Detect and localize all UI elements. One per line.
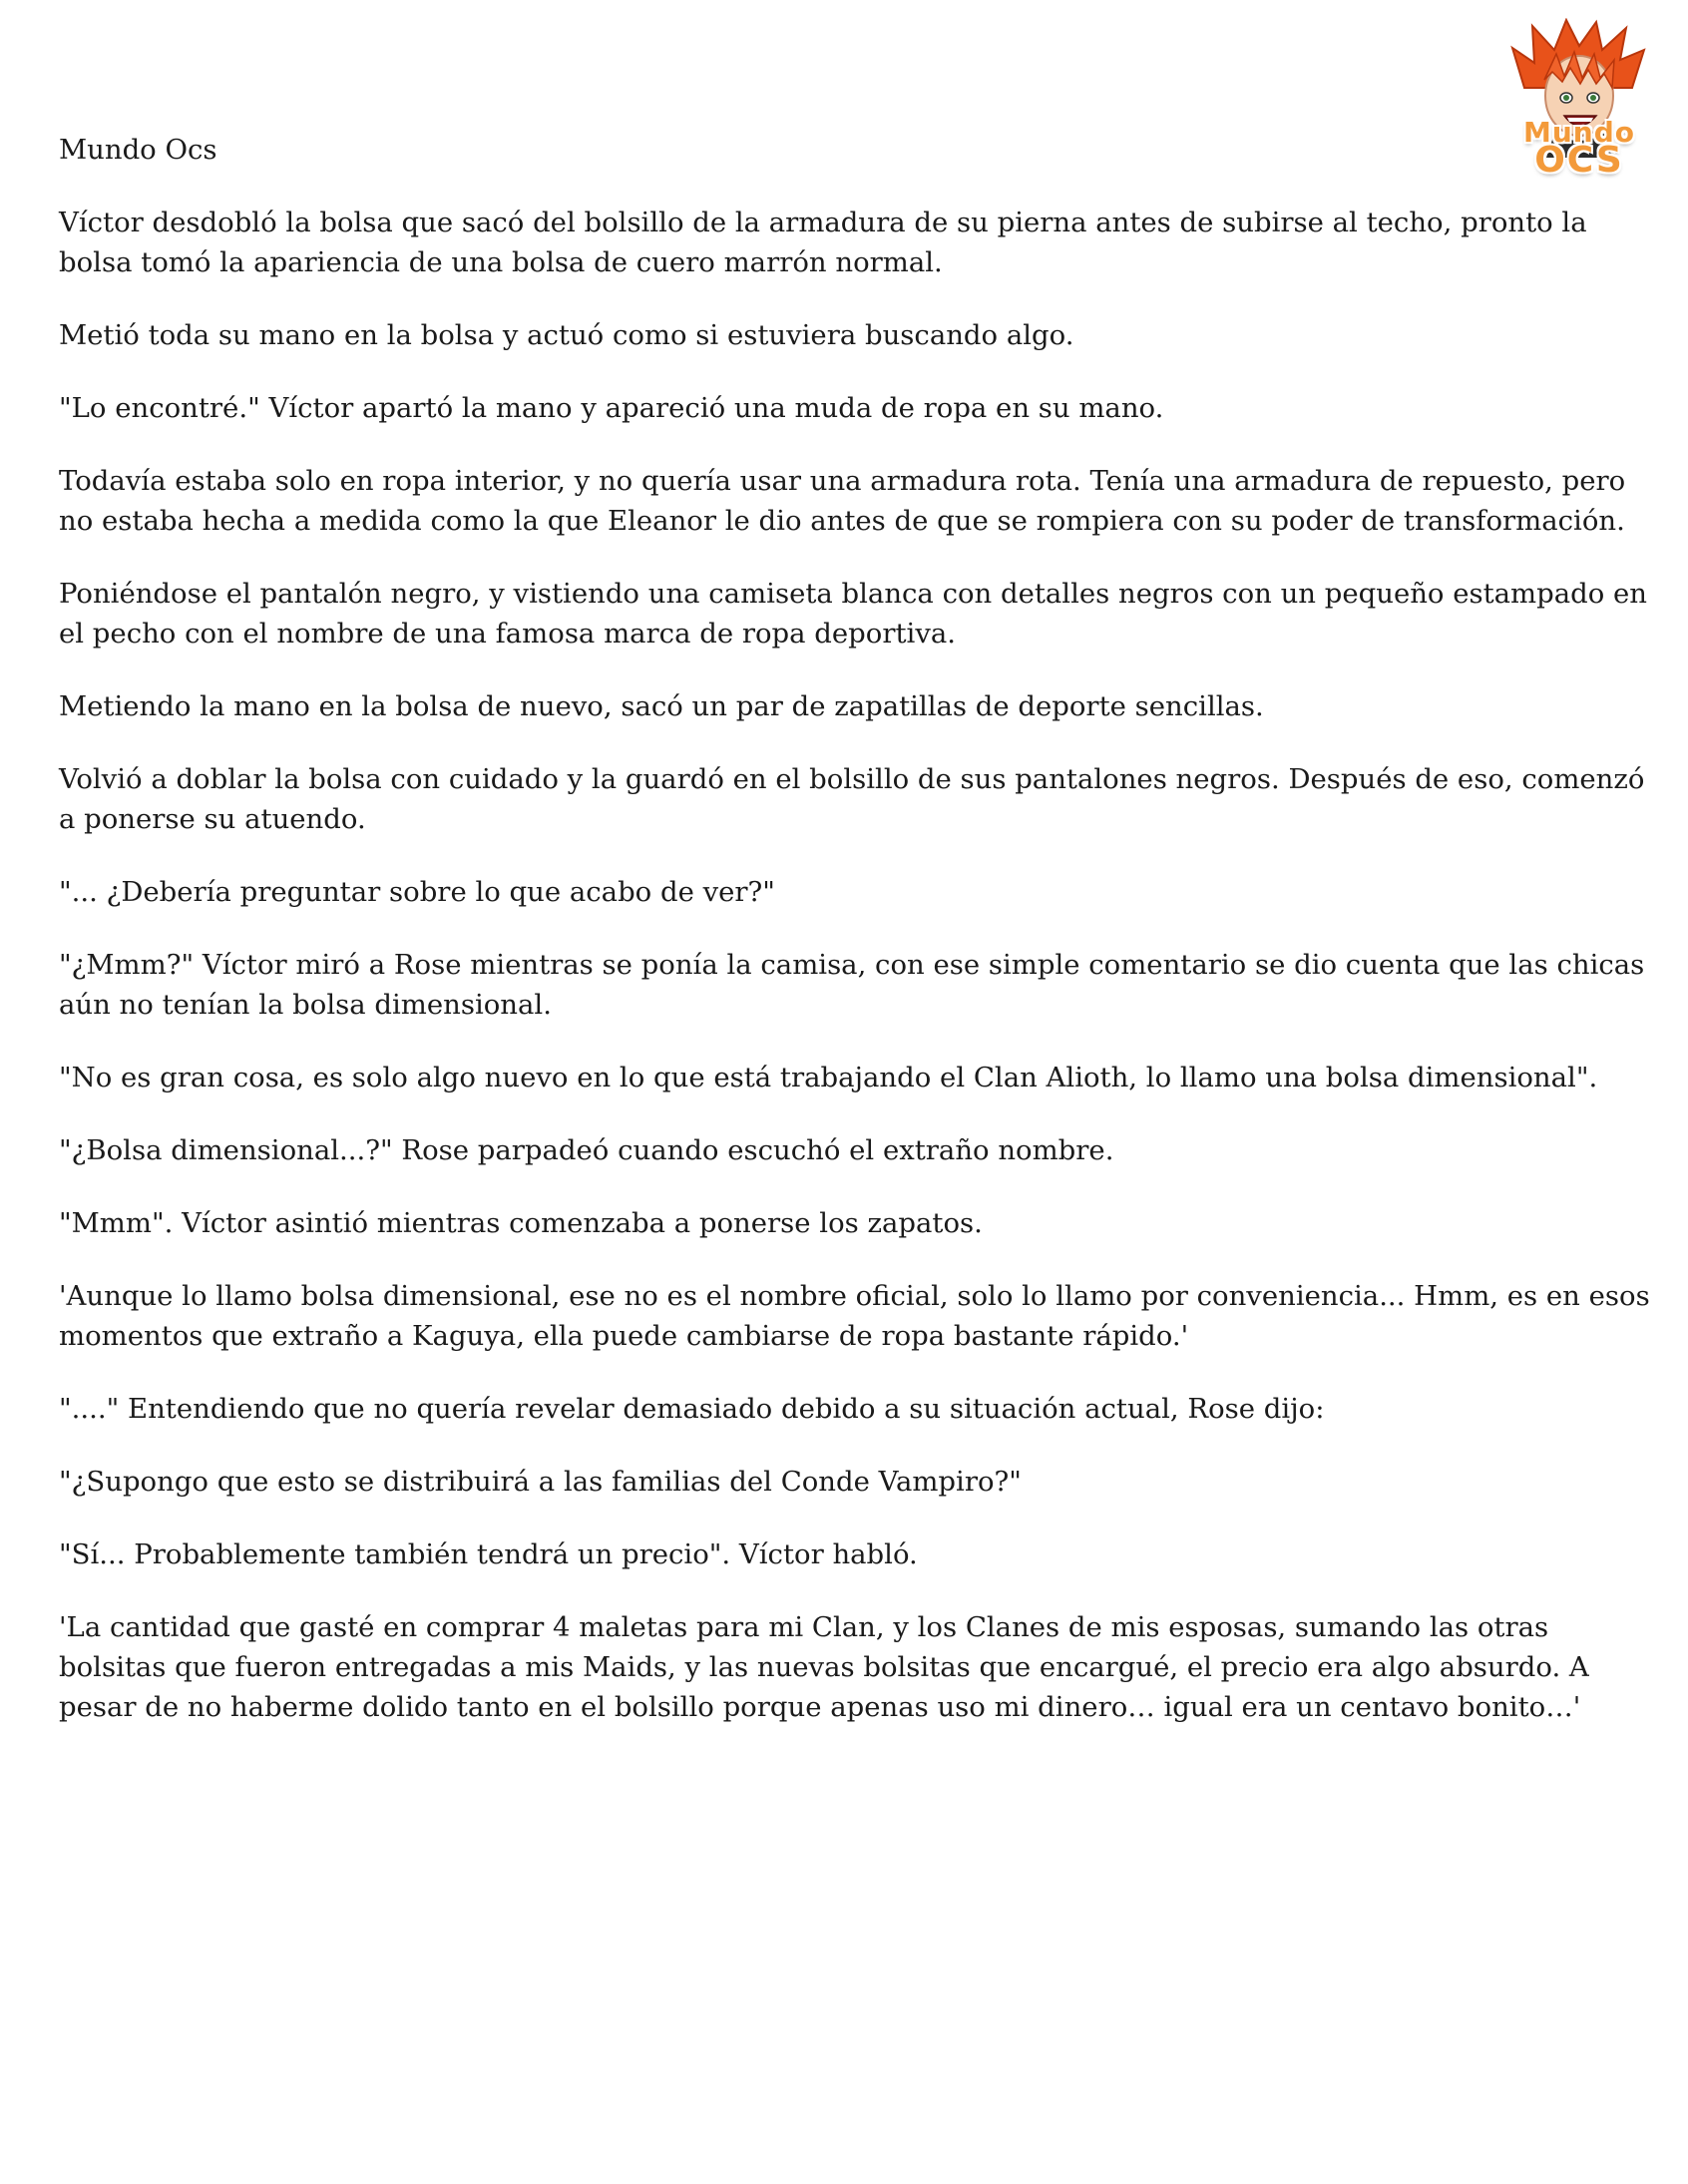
paragraph: Poniéndose el pantalón negro, y vistiendo una camiseta blanca con detalles negros con un pequeño estampado en el pecho con el nombre de una famosa marca de ropa deportiva. (59, 578, 1648, 650)
paragraph: "Lo encontré." Víctor apartó la mano y apareció una muda de ropa en su mano. (59, 392, 1164, 424)
source-label: Mundo Ocs (59, 134, 217, 166)
paragraph: "¿Mmm?" Víctor miró a Rose mientras se ponía la camisa, con ese simple comentario se dio cuenta que las chicas aún no tenían la bolsa dimensional. (59, 949, 1645, 1021)
paragraph: "... ¿Debería preguntar sobre lo que acabo de ver?" (59, 876, 775, 908)
paragraph: 'Aunque lo llamo bolsa dimensional, ese no es el nombre oficial, solo lo llamo por conveniencia... Hmm, es en esos momentos que extraño a Kaguya, ella puede cambiarse de ropa bastante rápido.' (59, 1280, 1650, 1352)
paragraph: "¿Supongo que esto se distribuirá a las familias del Conde Vampiro?" (59, 1466, 1022, 1498)
paragraph: "No es gran cosa, es solo algo nuevo en lo que está trabajando el Clan Alioth, lo llamo una bolsa dimensional". (59, 1062, 1598, 1093)
paragraph: Víctor desdobló la bolsa que sacó del bolsillo de la armadura de su pierna antes de subirse al techo, pronto la bolsa tomó la apariencia de una bolsa de cuero marrón normal. (59, 207, 1587, 278)
logo-word-ocs: OCS (1534, 140, 1624, 181)
paragraph: 'La cantidad que gasté en comprar 4 maletas para mi Clan, y los Clanes de mis esposas, sumando las otras bolsitas que fueron entregadas a mis Maids, y las nuevas bolsitas que encargué, el precio era algo absurdo. A pesar de no haberme dolido tanto en el bolsillo porque apenas uso mi dinero… igual era un centavo bonito…' (59, 1611, 1589, 1723)
paragraph: "Sí... Probablemente también tendrá un precio". Víctor habló. (59, 1538, 918, 1570)
paragraph: Metiendo la mano en la bolsa de nuevo, sacó un par de zapatillas de deporte sencillas. (59, 690, 1264, 722)
paragraph: Metió toda su mano en la bolsa y actuó como si estuviera buscando algo. (59, 319, 1074, 351)
logo-word-mundo: Mundo (1522, 116, 1635, 149)
paragraph: Volvió a doblar la bolsa con cuidado y la guardó en el bolsillo de sus pantalones negros. Después de eso, comenzó a ponerse su atuendo. (59, 763, 1645, 835)
document-body (59, 130, 1655, 1760)
paragraph: "Mmm". Víctor asintió mientras comenzaba a ponerse los zapatos. (59, 1207, 983, 1239)
paragraph: Todavía estaba solo en ropa interior, y no quería usar una armadura rota. Tenía una armadura de repuesto, pero no estaba hecha a medida como la que Eleanor le dio antes de que se rompiera con su poder de transformación. (59, 465, 1626, 537)
paragraph: "¿Bolsa dimensional...?" Rose parpadeó cuando escuchó el extraño nombre. (59, 1134, 1114, 1166)
paragraph: "...." Entendiendo que no quería revelar demasiado debido a su situación actual, Rose dijo: (59, 1393, 1325, 1425)
